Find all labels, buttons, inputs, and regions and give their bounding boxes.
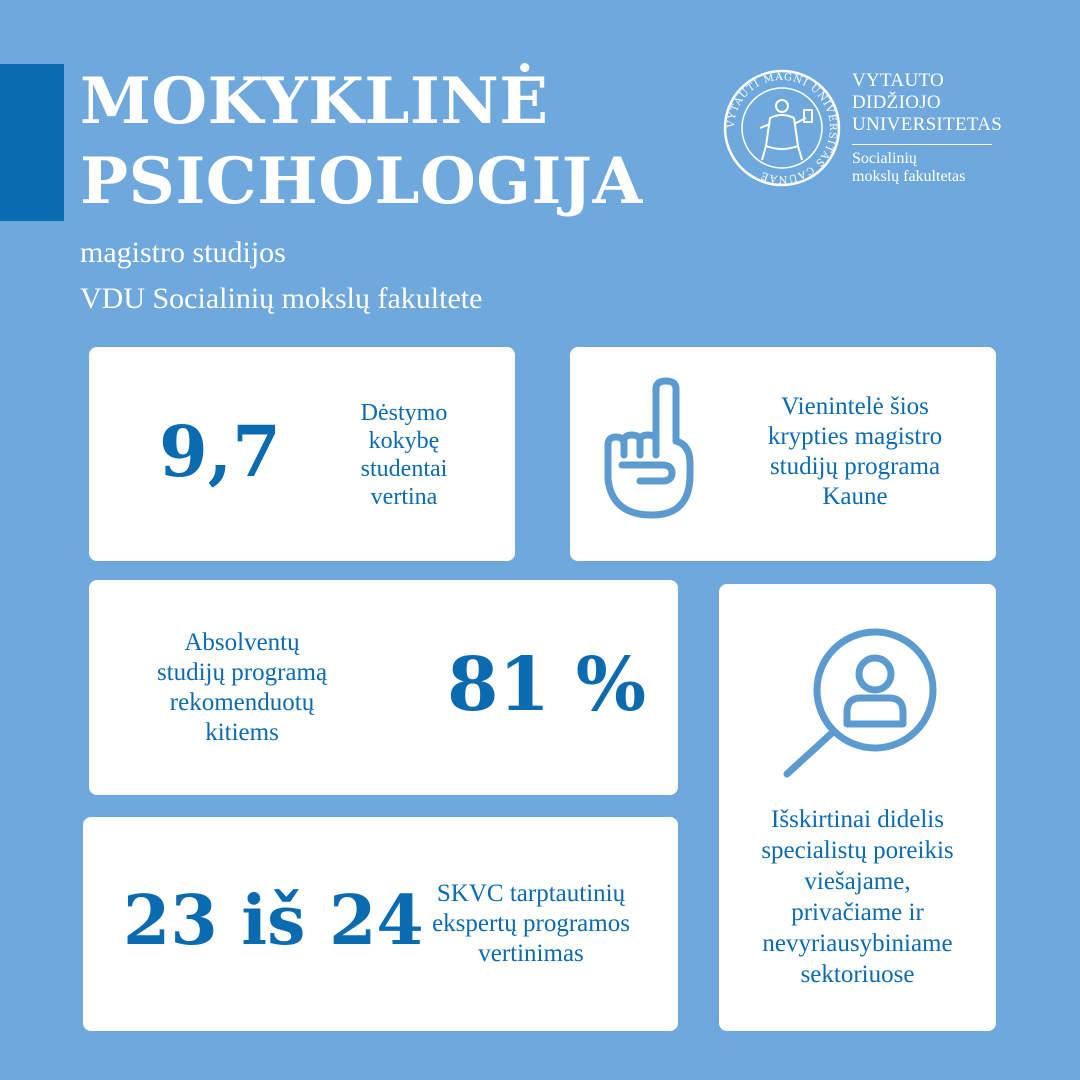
faculty-name xyxy=(852,150,965,186)
experts-text-line: SKVC tarptautinių xyxy=(436,880,626,907)
recommend-value: 81 % xyxy=(447,642,647,728)
recommend-text-line: rekomenduotų xyxy=(169,689,315,716)
faculty-line-1: Socialinių xyxy=(852,150,917,167)
experts-value: 23 iš 24 xyxy=(123,881,424,961)
title-accent-bar xyxy=(0,64,64,221)
demand-text-line: specialistų poreikis xyxy=(761,837,954,864)
subtitle-line-1: magistro studijos xyxy=(80,236,286,269)
university-name xyxy=(852,70,1002,136)
title-line-1: MOKYKLINĖ xyxy=(80,64,549,139)
pointing-finger-icon xyxy=(598,375,708,525)
demand-text-line: viešajame, xyxy=(804,868,911,895)
experts-text-line: ekspertų programos xyxy=(432,910,630,937)
university-line-1: VYTAUTO xyxy=(852,70,945,91)
unique-text-line: studijų programa xyxy=(769,453,941,480)
university-line-2: DIDŽIOJO xyxy=(852,92,941,113)
unique-text-line: Kaune xyxy=(822,483,888,510)
demand-text-line: Išskirtinai didelis xyxy=(771,806,944,833)
recommend-card xyxy=(89,580,678,795)
subtitle-line-2: VDU Socialinių mokslų fakultete xyxy=(80,282,483,315)
university-line-3: UNIVERSITETAS xyxy=(852,114,1003,135)
title-line-2: PSICHOLOGIJA xyxy=(80,144,643,219)
demand-text-line: privačiame ir xyxy=(791,899,924,926)
experts-card xyxy=(83,817,678,1031)
experts-description xyxy=(401,879,661,969)
faculty-line-2: mokslų fakultetas xyxy=(852,168,966,185)
rating-description xyxy=(329,399,479,511)
page-title xyxy=(80,62,643,222)
rating-text-line: studentai xyxy=(360,456,448,482)
rating-text-line: Dėstymo xyxy=(360,400,448,426)
experts-text-line: vertinimas xyxy=(478,940,584,967)
specialist-demand-card xyxy=(719,584,996,1031)
recommend-text-line: kitiems xyxy=(205,719,279,746)
unique-program-card xyxy=(570,347,996,561)
unique-text-line: Vienintelė šios xyxy=(781,393,929,420)
demand-text-line: nevyriausybiniame xyxy=(762,930,953,957)
seal-text: VYTAUTI MAGNI UNIVERSITAS CAUNAE xyxy=(725,71,839,185)
unique-program-description xyxy=(720,392,990,512)
page-subtitle xyxy=(80,230,482,322)
recommend-description xyxy=(117,628,367,748)
magnifier-person-icon xyxy=(771,628,947,778)
demand-text-line: sektoriuose xyxy=(800,961,915,988)
university-logo xyxy=(722,68,1012,188)
rating-text-line: kokybę xyxy=(368,428,440,454)
demand-description xyxy=(719,804,996,990)
rating-text-line: vertina xyxy=(370,484,438,510)
recommend-text-line: studijų programą xyxy=(156,659,328,686)
university-seal-icon xyxy=(722,68,842,188)
rating-card xyxy=(89,347,515,561)
recommend-text-line: Absolventų xyxy=(184,629,300,656)
rating-value: 9,7 xyxy=(159,410,281,493)
logo-divider xyxy=(852,144,992,145)
unique-text-line: krypties magistro xyxy=(767,423,943,450)
